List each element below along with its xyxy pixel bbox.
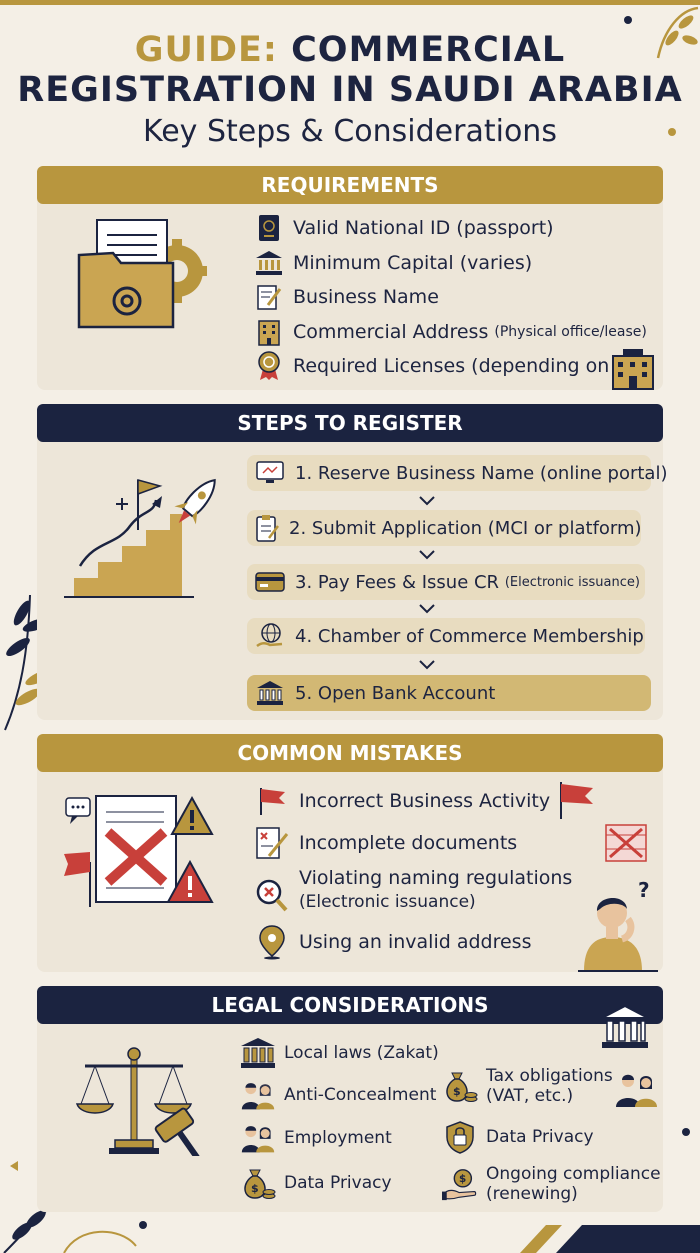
- coin-hand-icon: [442, 1167, 478, 1201]
- location-pin-icon: [255, 924, 289, 960]
- mistake-item: [255, 826, 517, 860]
- courthouse-icon: [240, 1036, 276, 1070]
- thinking-person-icon: [578, 875, 658, 972]
- chevron-down-icon: [418, 600, 436, 618]
- chevron-down-icon: [418, 492, 436, 510]
- mistakes-heading: COMMON MISTAKES: [37, 734, 663, 772]
- mistake-item: [255, 786, 550, 816]
- requirement-text: Valid National ID (passport): [293, 217, 554, 239]
- title-line-2: REGISTRATION IN SAUDI ARABIA: [17, 70, 683, 110]
- steps-heading: STEPS TO REGISTER: [37, 404, 663, 442]
- requirement-text: Commercial Address: [293, 321, 489, 343]
- mistake-text: Incorrect Business Activity: [299, 790, 551, 812]
- mistake-item: [255, 924, 531, 960]
- dot-decoration: [139, 1221, 147, 1229]
- computer-icon: [255, 460, 285, 486]
- corner-stripes-decoration: [510, 1225, 700, 1253]
- step-text: 1. Reserve Business Name (online portal): [295, 462, 668, 484]
- requirement-note: (Physical office/lease): [494, 324, 647, 340]
- office-building-icon: [255, 318, 283, 346]
- legal-text: Employment: [284, 1128, 392, 1148]
- stairs-rocket-icon: [62, 470, 242, 600]
- people-icon: [240, 1121, 276, 1155]
- step-text: 2. Submit Application (MCI or platform): [289, 517, 642, 539]
- arc-decoration: [60, 1220, 140, 1253]
- title-gold-word: GUIDE:: [134, 30, 278, 70]
- office-building-icon: [609, 348, 657, 390]
- mistake-text: Violating naming regulations: [299, 867, 573, 889]
- page-subtitle: Key Steps & Considerations: [143, 114, 557, 149]
- legal-text: Anti-Concealment: [284, 1085, 437, 1105]
- mistake-item: [255, 866, 572, 916]
- red-flag-icon: [555, 780, 597, 820]
- step-item: [247, 564, 645, 600]
- svg-text:?: ?: [638, 878, 650, 902]
- requirement-item: [255, 283, 439, 311]
- triangle-decoration: [8, 1160, 20, 1172]
- money-bag-icon: [442, 1069, 478, 1103]
- legal-note: (renewing): [486, 1184, 578, 1204]
- step-text: 4. Chamber of Commerce Membership: [295, 625, 644, 647]
- courthouse-icon: [600, 1004, 650, 1050]
- people-icon: [240, 1078, 276, 1112]
- mistake-text: Incomplete documents: [299, 832, 518, 854]
- passport-icon: [255, 214, 283, 242]
- requirement-text: Minimum Capital (varies): [293, 252, 533, 274]
- leaf-decoration-icon: [0, 1205, 60, 1253]
- mistake-text: Using an invalid address: [299, 931, 532, 953]
- step-text: 3. Pay Fees & Issue CR: [295, 571, 500, 593]
- magnifier-x-icon: [255, 866, 289, 916]
- legal-text: Local laws (Zakat): [284, 1043, 439, 1063]
- padlock-shield-icon: [442, 1120, 478, 1154]
- step-item: [247, 455, 668, 491]
- legal-item: [240, 1121, 392, 1155]
- requirement-text: Required Licenses (depending on: [293, 355, 610, 377]
- svg-text:$: $: [459, 1173, 467, 1186]
- license-badge-icon: [255, 352, 283, 380]
- people-icon: [614, 1070, 660, 1108]
- legal-heading: LEGAL CONSIDERATIONS: [37, 986, 663, 1024]
- cross-box-icon: [604, 823, 648, 863]
- requirement-text: Business Name: [293, 286, 439, 308]
- requirement-item: [255, 214, 554, 242]
- bank-icon: [255, 680, 285, 706]
- globe-hand-icon: [255, 623, 285, 649]
- legal-item: [240, 1036, 439, 1070]
- page-title: [0, 30, 700, 152]
- rejected-document-icon: [60, 792, 220, 912]
- red-flag-icon: [255, 786, 289, 816]
- chevron-down-icon: [418, 546, 436, 564]
- step-text: 5. Open Bank Account: [295, 682, 496, 704]
- chevron-down-icon: [418, 656, 436, 674]
- legal-item: [240, 1166, 392, 1200]
- title-word: COMMERCIAL: [291, 30, 566, 70]
- step-item: [247, 618, 645, 654]
- bank-icon: [255, 249, 283, 277]
- legal-text: Data Privacy: [486, 1127, 594, 1147]
- requirements-heading: REQUIREMENTS: [37, 166, 663, 204]
- svg-text:$: $: [251, 1182, 259, 1195]
- dot-decoration: [624, 16, 632, 24]
- step-item: [247, 675, 651, 711]
- scales-of-justice-icon: [75, 1044, 215, 1156]
- edit-document-icon: [255, 283, 283, 311]
- dot-decoration: [682, 1128, 690, 1136]
- step-item: [247, 510, 641, 546]
- legal-item: [442, 1120, 594, 1154]
- credit-card-icon: [255, 569, 285, 595]
- document-error-icon: [255, 826, 289, 860]
- legal-text: Ongoing compliance: [486, 1164, 661, 1184]
- clipboard-icon: [255, 515, 279, 541]
- legal-item: [442, 1066, 613, 1106]
- requirement-item: [255, 318, 647, 346]
- mistake-note: (Electronic issuance): [299, 892, 476, 912]
- svg-text:$: $: [453, 1085, 461, 1098]
- legal-note: (VAT, etc.): [486, 1086, 574, 1106]
- legal-item: [240, 1078, 436, 1112]
- step-note: (Electronic issuance): [504, 574, 640, 590]
- legal-item: [442, 1164, 661, 1204]
- legal-text: Tax obligations: [486, 1066, 613, 1086]
- money-bag-icon: [240, 1166, 276, 1200]
- requirement-item: [255, 352, 609, 380]
- top-accent-bar: [0, 0, 700, 5]
- requirement-item: [255, 249, 532, 277]
- folder-gear-icon: [75, 215, 210, 335]
- legal-text: Data Privacy: [284, 1173, 392, 1193]
